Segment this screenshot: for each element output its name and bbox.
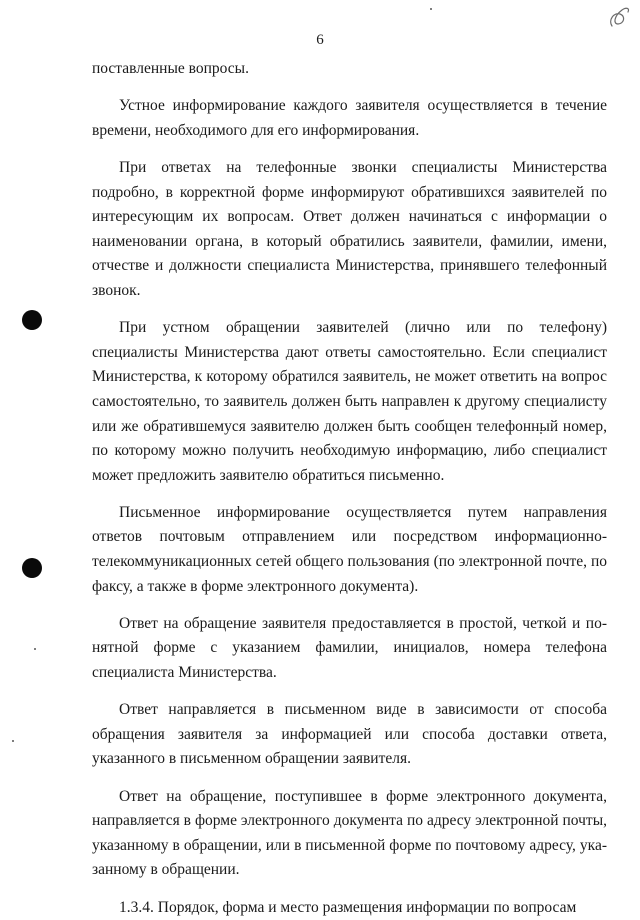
paragraph-answer-delivery: Ответ направляется в письменном виде в зависимости от способа обращения заявителя за информацией или способа доставки ответа, указанного в письменном обращении заявителя. <box>92 701 607 768</box>
page-number: 6 <box>316 32 324 48</box>
scan-speck <box>12 740 14 742</box>
punch-hole-top <box>22 310 42 330</box>
paragraph-written-information: Письменное информирование осуществляется путем направления ответов почтовым отправлением или посредством информационно-телекоммуникационных сетей общего пользования (по электронной почте, по факсу, а также в форме электронного документа). <box>92 503 607 595</box>
scan-speck <box>34 648 36 650</box>
paragraph-phone-calls: При ответах на телефонные звонки специалисты Министерства подробно, в корректной форме информируют обратившихся заявителей по интересующим их вопросам. Ответ должен начинаться с информации о наименовании органа, в который обратились заявители, фамилии, имени, отчестве и должности специалиста Министерства, принявшего телефонный звонок. <box>92 158 607 299</box>
paragraph-continuation: поставленные вопросы. <box>92 60 249 77</box>
paragraph-answer-form: Ответ на обращение заявителя предоставляется в простой, четкой и понятной форме с указанием фамилии, инициалов, номера телефона специалиста Министерства. <box>92 614 607 682</box>
handwritten-mark-icon <box>604 2 634 32</box>
scan-speck <box>430 8 432 10</box>
section-heading-1-3-4: 1.3.4. Порядок, форма и место размещения информации по вопросам <box>119 898 577 916</box>
paragraph-oral-information: Устное информирование каждого заявителя осуществляется в течение времени, необходимого для его информирования. <box>92 97 607 139</box>
document-body <box>92 57 607 920</box>
paragraph-oral-appeal: При устном обращении заявителей (лично или по телефону) специалисты Министерства дают ответы самостоятельно. Если специалист Министерства, к которому обратился заявитель, не может ответить на вопрос самостоятельно, то заявитель должен быть направлен к другому специалисту или же обратившемуся заявителю должен быть сообщен телефонный номер, по которому можно получить необходимую информацию, либо специалист может предложить заявителю обратиться письменно. <box>92 319 607 484</box>
paragraph-electronic-answer: Ответ на обращение, поступившее в форме электронного документа, направляется в форме электронного документа по адресу электронной почты, указанному в обращении, или в письменной форме по почтовому адресу, указанному в обращении. <box>92 787 607 879</box>
punch-hole-bottom <box>22 558 42 578</box>
